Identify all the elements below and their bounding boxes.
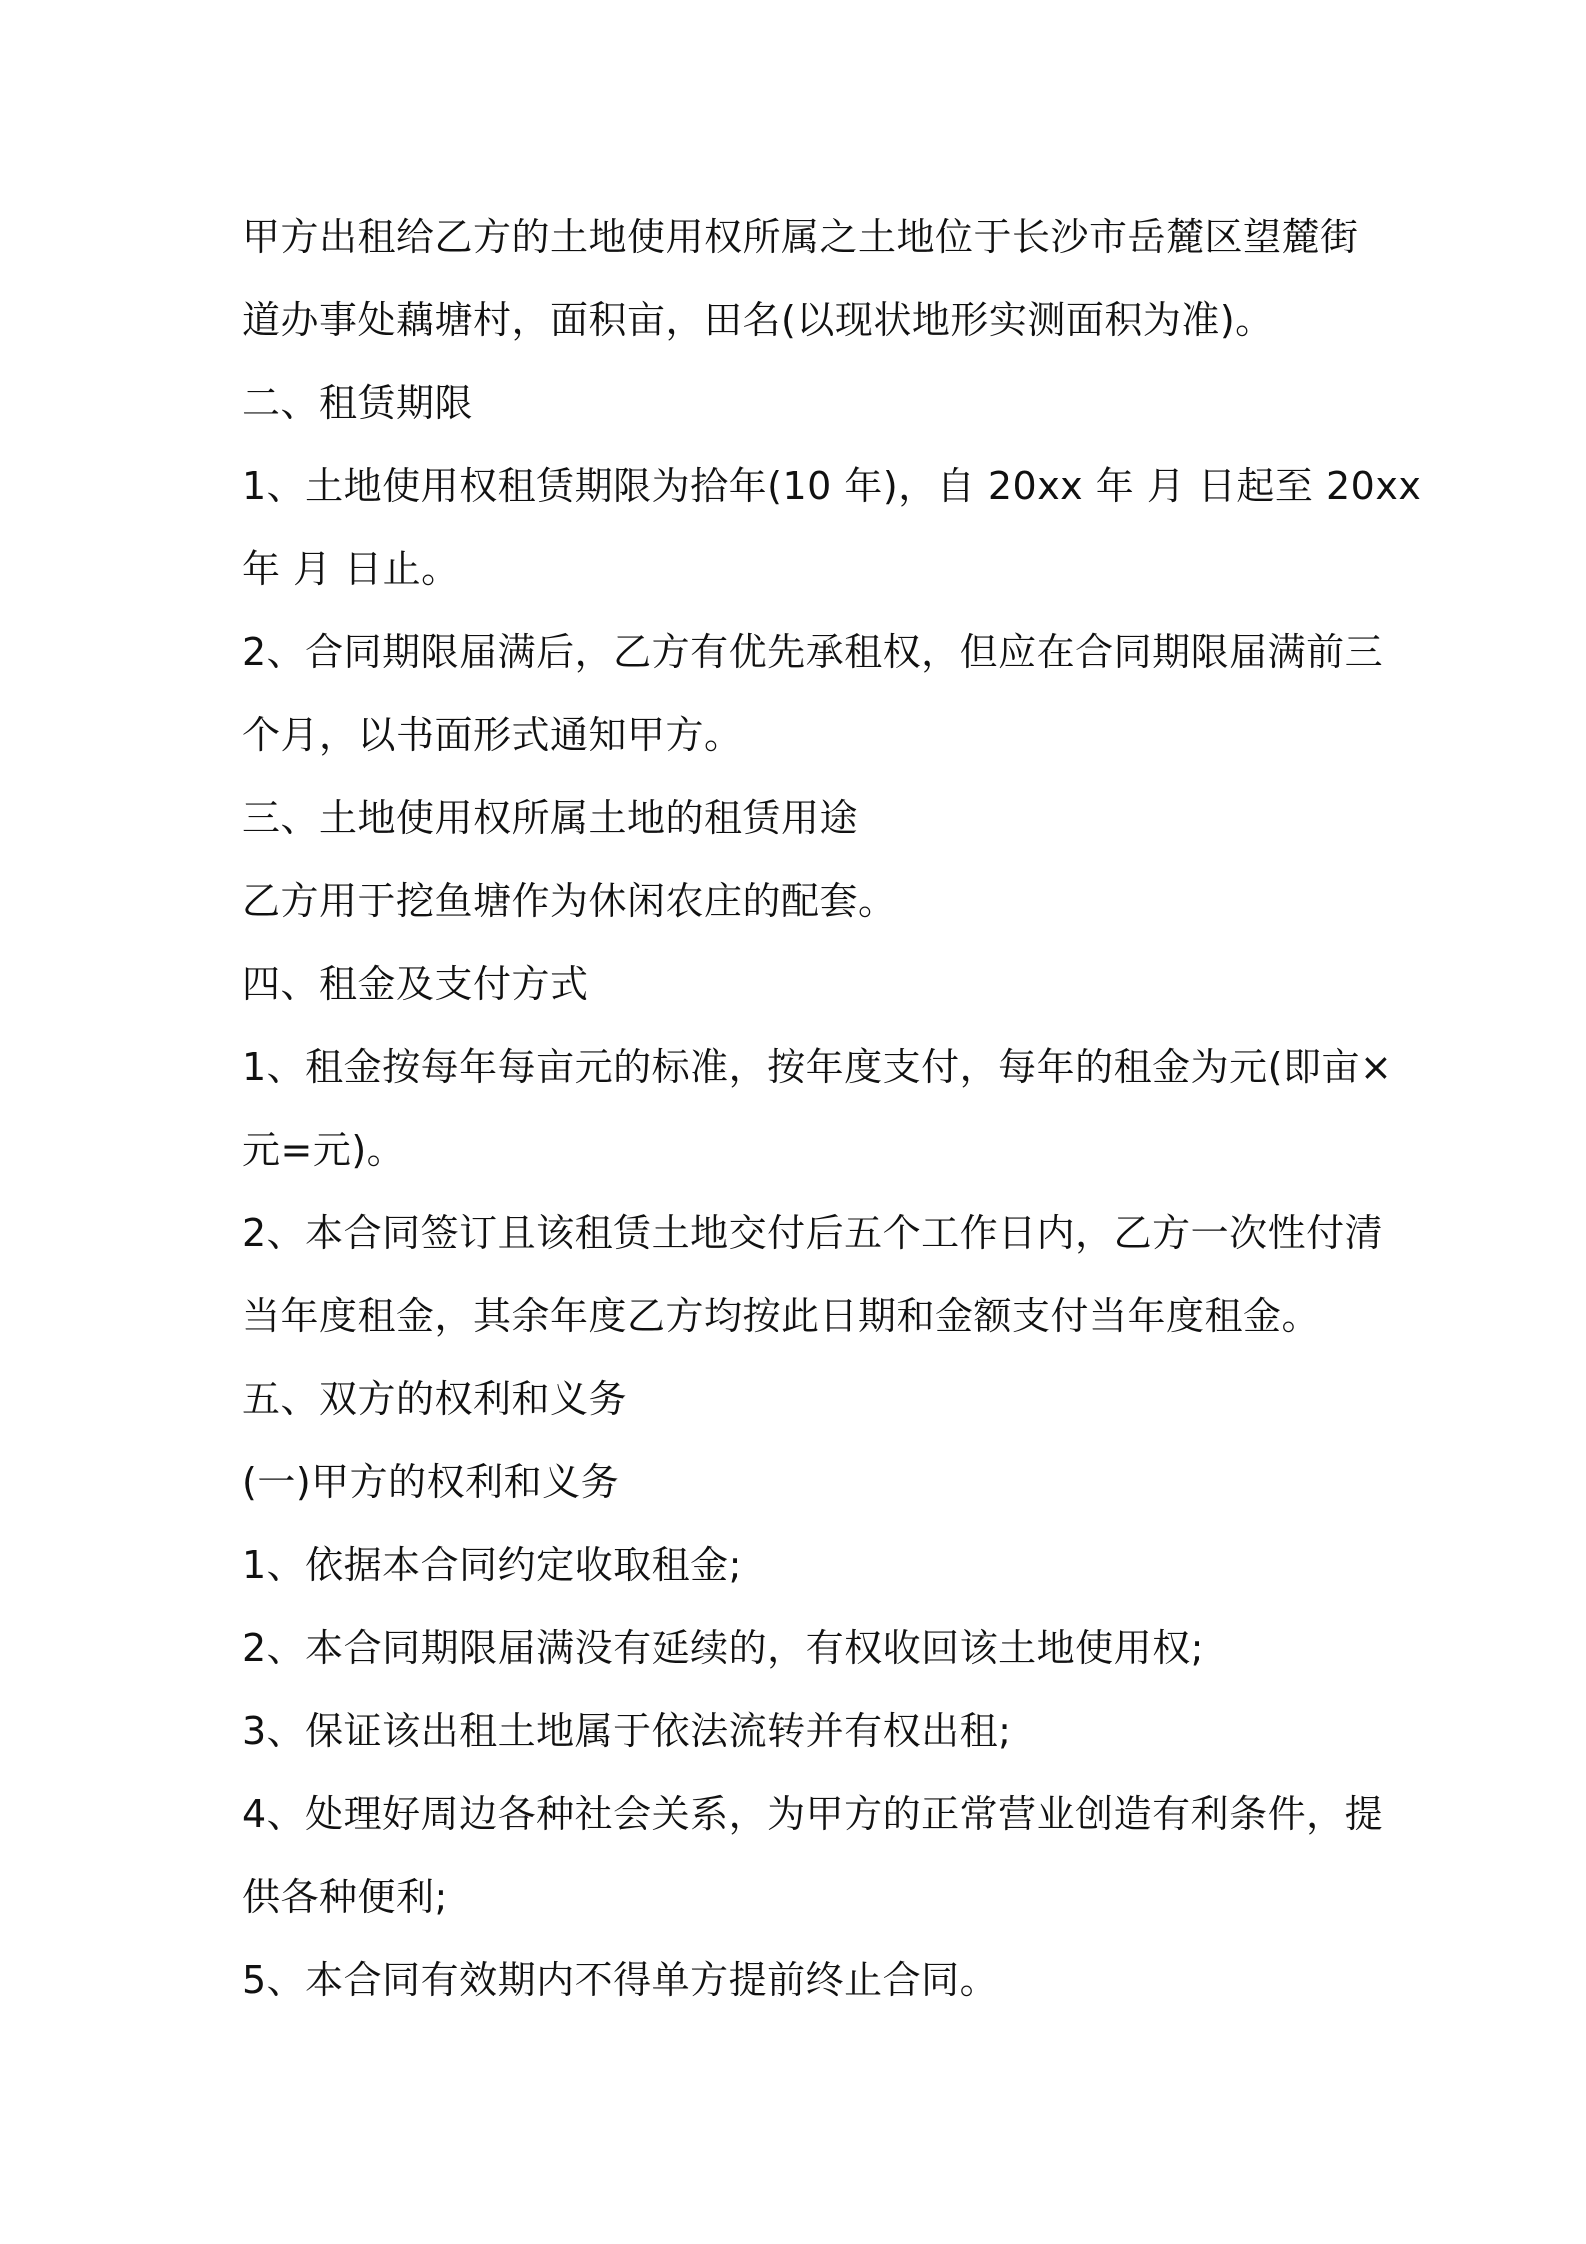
clause-rent-standard-line-2: 元=元)。 <box>242 1128 406 1172</box>
paragraph-land-location-line-2: 道办事处藕塘村，面积亩，田名(以现状地形实测面积为准)。 <box>242 298 1274 342</box>
clause-party-a-1: 1、依据本合同约定收取租金; <box>242 1543 742 1587</box>
document-body <box>242 196 1422 2022</box>
clause-renewal-line-2: 个月，以书面形式通知甲方。 <box>242 713 743 757</box>
clause-party-a-5: 5、本合同有效期内不得单方提前终止合同。 <box>242 1958 999 2002</box>
section-heading-land-use: 三、土地使用权所属土地的租赁用途 <box>242 796 859 840</box>
clause-payment-timing-line-1: 2、本合同签订且该租赁土地交付后五个工作日内，乙方一次性付清 <box>242 1211 1384 1255</box>
clause-payment-timing-line-2: 当年度租金，其余年度乙方均按此日期和金额支付当年度租金。 <box>242 1294 1321 1338</box>
paragraph-land-use: 乙方用于挖鱼塘作为休闲农庄的配套。 <box>242 879 897 923</box>
clause-party-a-3: 3、保证该出租土地属于依法流转并有权出租; <box>242 1709 1012 1753</box>
clause-party-a-2: 2、本合同期限届满没有延续的，有权收回该土地使用权; <box>242 1626 1204 1670</box>
paragraph-land-location-line-1: 甲方出租给乙方的土地使用权所属之土地位于长沙市岳麓区望麓街 <box>242 215 1359 259</box>
clause-lease-term-line-1: 1、土地使用权租赁期限为拾年(10 年)，自 20xx 年 月 日起至 20xx <box>242 464 1422 508</box>
section-heading-lease-term: 二、租赁期限 <box>242 381 474 425</box>
clause-renewal-line-1: 2、合同期限届满后，乙方有优先承租权，但应在合同期限届满前三 <box>242 630 1384 674</box>
section-heading-rent-payment: 四、租金及支付方式 <box>242 962 589 1006</box>
clause-party-a-4-line-2: 供各种便利; <box>242 1875 448 1919</box>
clause-party-a-4-line-1: 4、处理好周边各种社会关系，为甲方的正常营业创造有利条件，提 <box>242 1792 1384 1836</box>
clause-lease-term-line-2: 年 月 日止。 <box>242 547 460 591</box>
subsection-heading-party-a: (一)甲方的权利和义务 <box>242 1460 620 1504</box>
clause-rent-standard-line-1: 1、租金按每年每亩元的标准，按年度支付，每年的租金为元(即亩× <box>242 1045 1393 1089</box>
section-heading-rights-obligations: 五、双方的权利和义务 <box>242 1377 628 1421</box>
